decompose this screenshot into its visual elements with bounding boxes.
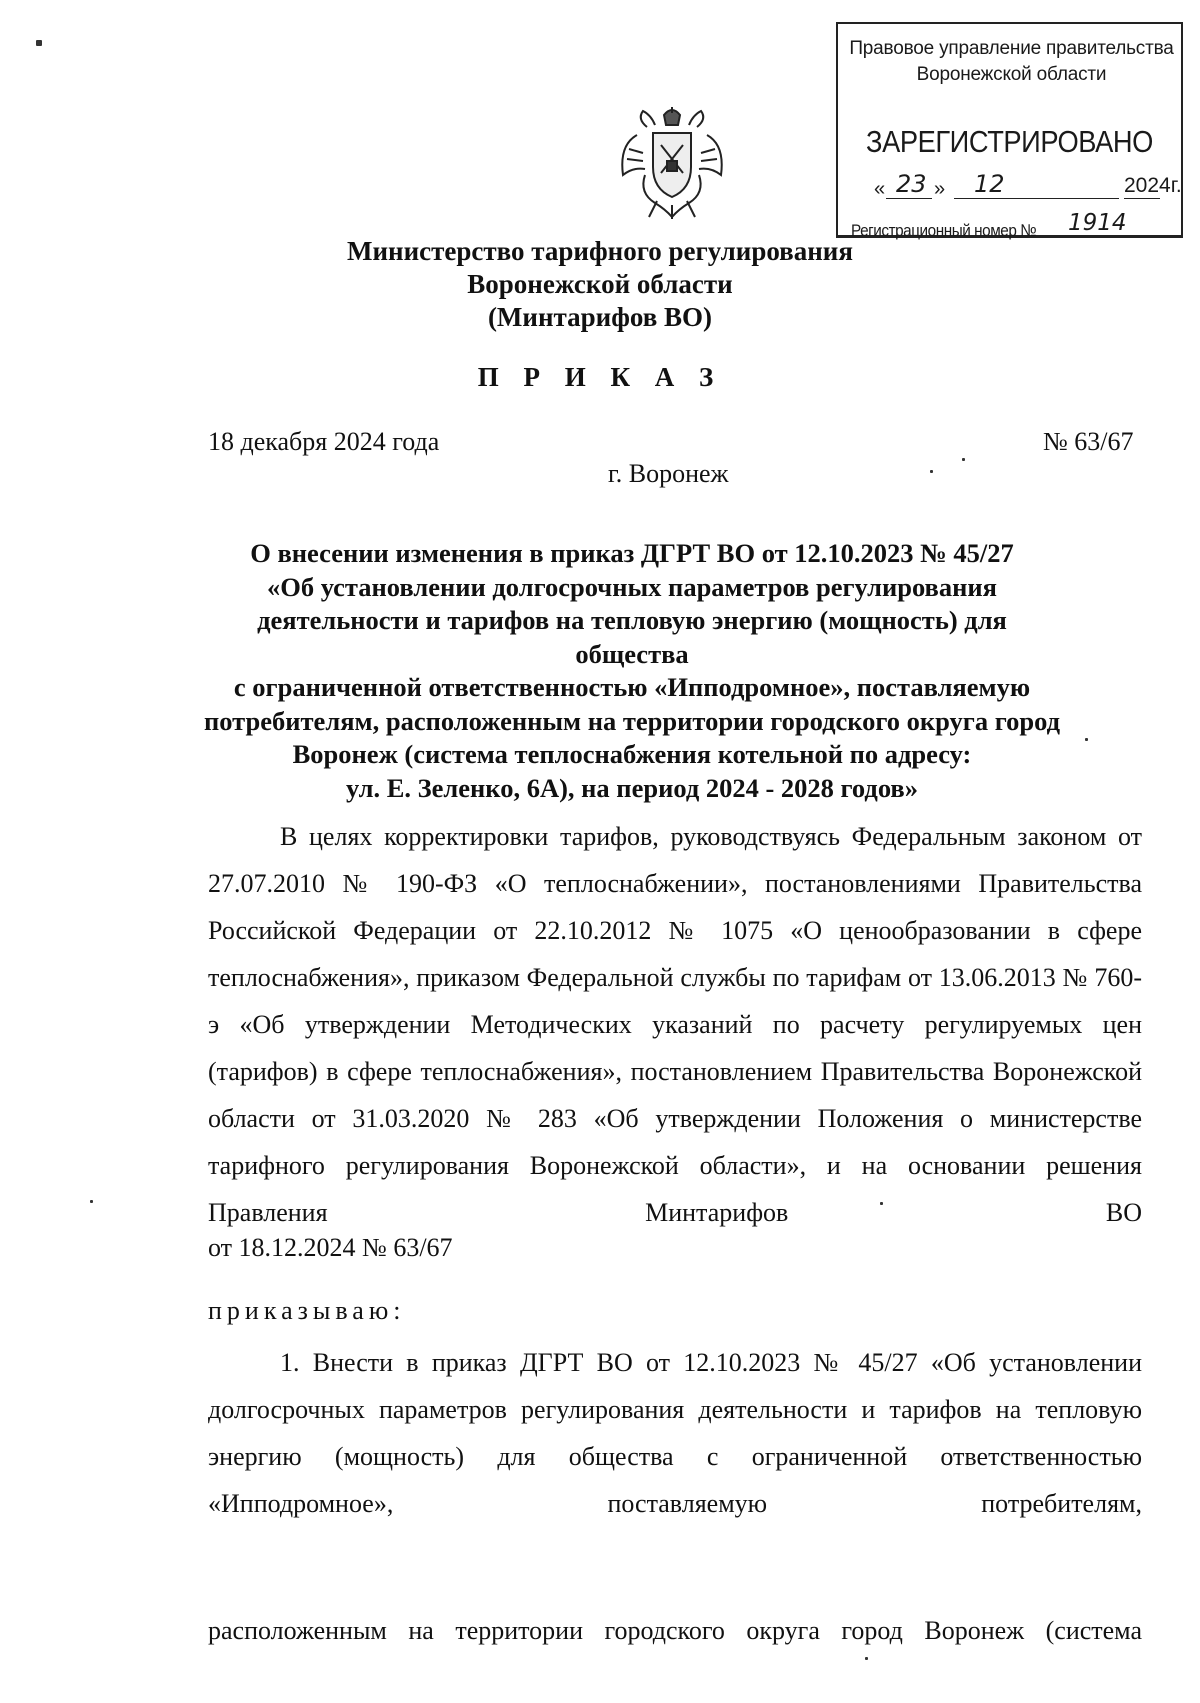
order-date: 18 декабря 2024 года: [208, 427, 440, 456]
item-1-paragraph: 1. Внести в приказ ДГРТ ВО от 12.10.2023 № 45/27 «Об установлении долгосрочных параметров регулирования деятельности и тарифов на тепловую энергию (мощность) для общества с ограниченной ответственностью «Ипподромное», поставляемую потребителям,: [208, 1348, 1142, 1518]
coat-of-arms-emblem: [617, 105, 727, 221]
stamp-status: ЗАРЕГИСТРИРОВАНО: [866, 124, 1153, 159]
ministry-abbreviation: (Минтарифов ВО): [487, 302, 713, 332]
subject-line-5: потребителям, расположенным на территории городского округа город: [204, 705, 1060, 736]
order-directive-word: приказываю:: [208, 1296, 406, 1325]
ministry-name-line-2: Воронежской области: [467, 269, 733, 299]
item-1-last-line: расположенным на территории городского округа город Воронеж (система: [208, 1616, 1142, 1645]
stamp-reg-label: Регистрационный номер №: [851, 221, 1037, 240]
subject-line-2: «Об установлении долгосрочных параметров регулирования: [267, 571, 997, 602]
registration-stamp: [836, 22, 1183, 238]
stamp-org-line-2: Воронежской области: [916, 64, 1107, 85]
preamble-last-line: от 18.12.2024 № 63/67: [208, 1233, 453, 1262]
subject-line-6: Воронеж (система теплоснабжения котельной по адресу:: [292, 739, 972, 769]
preamble-paragraph: В целях корректировки тарифов, руководствуясь Федеральным законом от 27.07.2010 № 190-ФЗ «О теплоснабжении», постановлениями Правительства Российской Федерации от 22.10.2012 № 1075 «О ценообразовании в сфере теплоснабжения», приказом Федеральной службы по тарифам от 13.06.2013 № 760-э «Об утверждении Методических указаний по расчету регулируемых цен (тарифов) в сфере теплоснабжения», постановлением Правительства Воронежской области от 31.03.2020 № 283 «Об утверждении Положения о министерстве тарифного регулирования Воронежской области», и на основании решения Правления Минтарифов ВО: [208, 822, 1142, 1227]
stamp-organization: [848, 36, 1175, 88]
stamp-date-month: 12: [974, 170, 1005, 198]
order-number: № 63/67: [1043, 427, 1134, 456]
document-type-title: П Р И К А З: [477, 362, 723, 392]
stamp-date-day: 23: [896, 170, 927, 198]
subject-line-1: О внесении изменения в приказ ДГРТ ВО от 12.10.2023 № 45/27: [250, 538, 1014, 568]
ministry-name-line-1: Министерство тарифного регулирования: [347, 236, 853, 266]
stamp-reg-number: 1914: [1068, 210, 1127, 236]
stamp-date-year: 2024г.: [1124, 174, 1182, 197]
subject-line-7: ул. Е. Зеленко, 6А), на период 2024 - 2028 годов»: [346, 772, 918, 803]
stamp-date: « 23 » 12 2024г.: [874, 170, 1182, 200]
subject-line-4: с ограниченной ответственностью «Ипподромное», поставляемую: [233, 672, 1031, 702]
subject-line-3: деятельности и тарифов на тепловую энергию (мощность) для общества: [257, 605, 1007, 669]
order-city: г. Воронеж: [608, 459, 729, 488]
stamp-org-line-1: Правовое управление правительства: [849, 38, 1174, 59]
order-subject: [200, 537, 1064, 805]
ministry-header: [0, 235, 1200, 334]
